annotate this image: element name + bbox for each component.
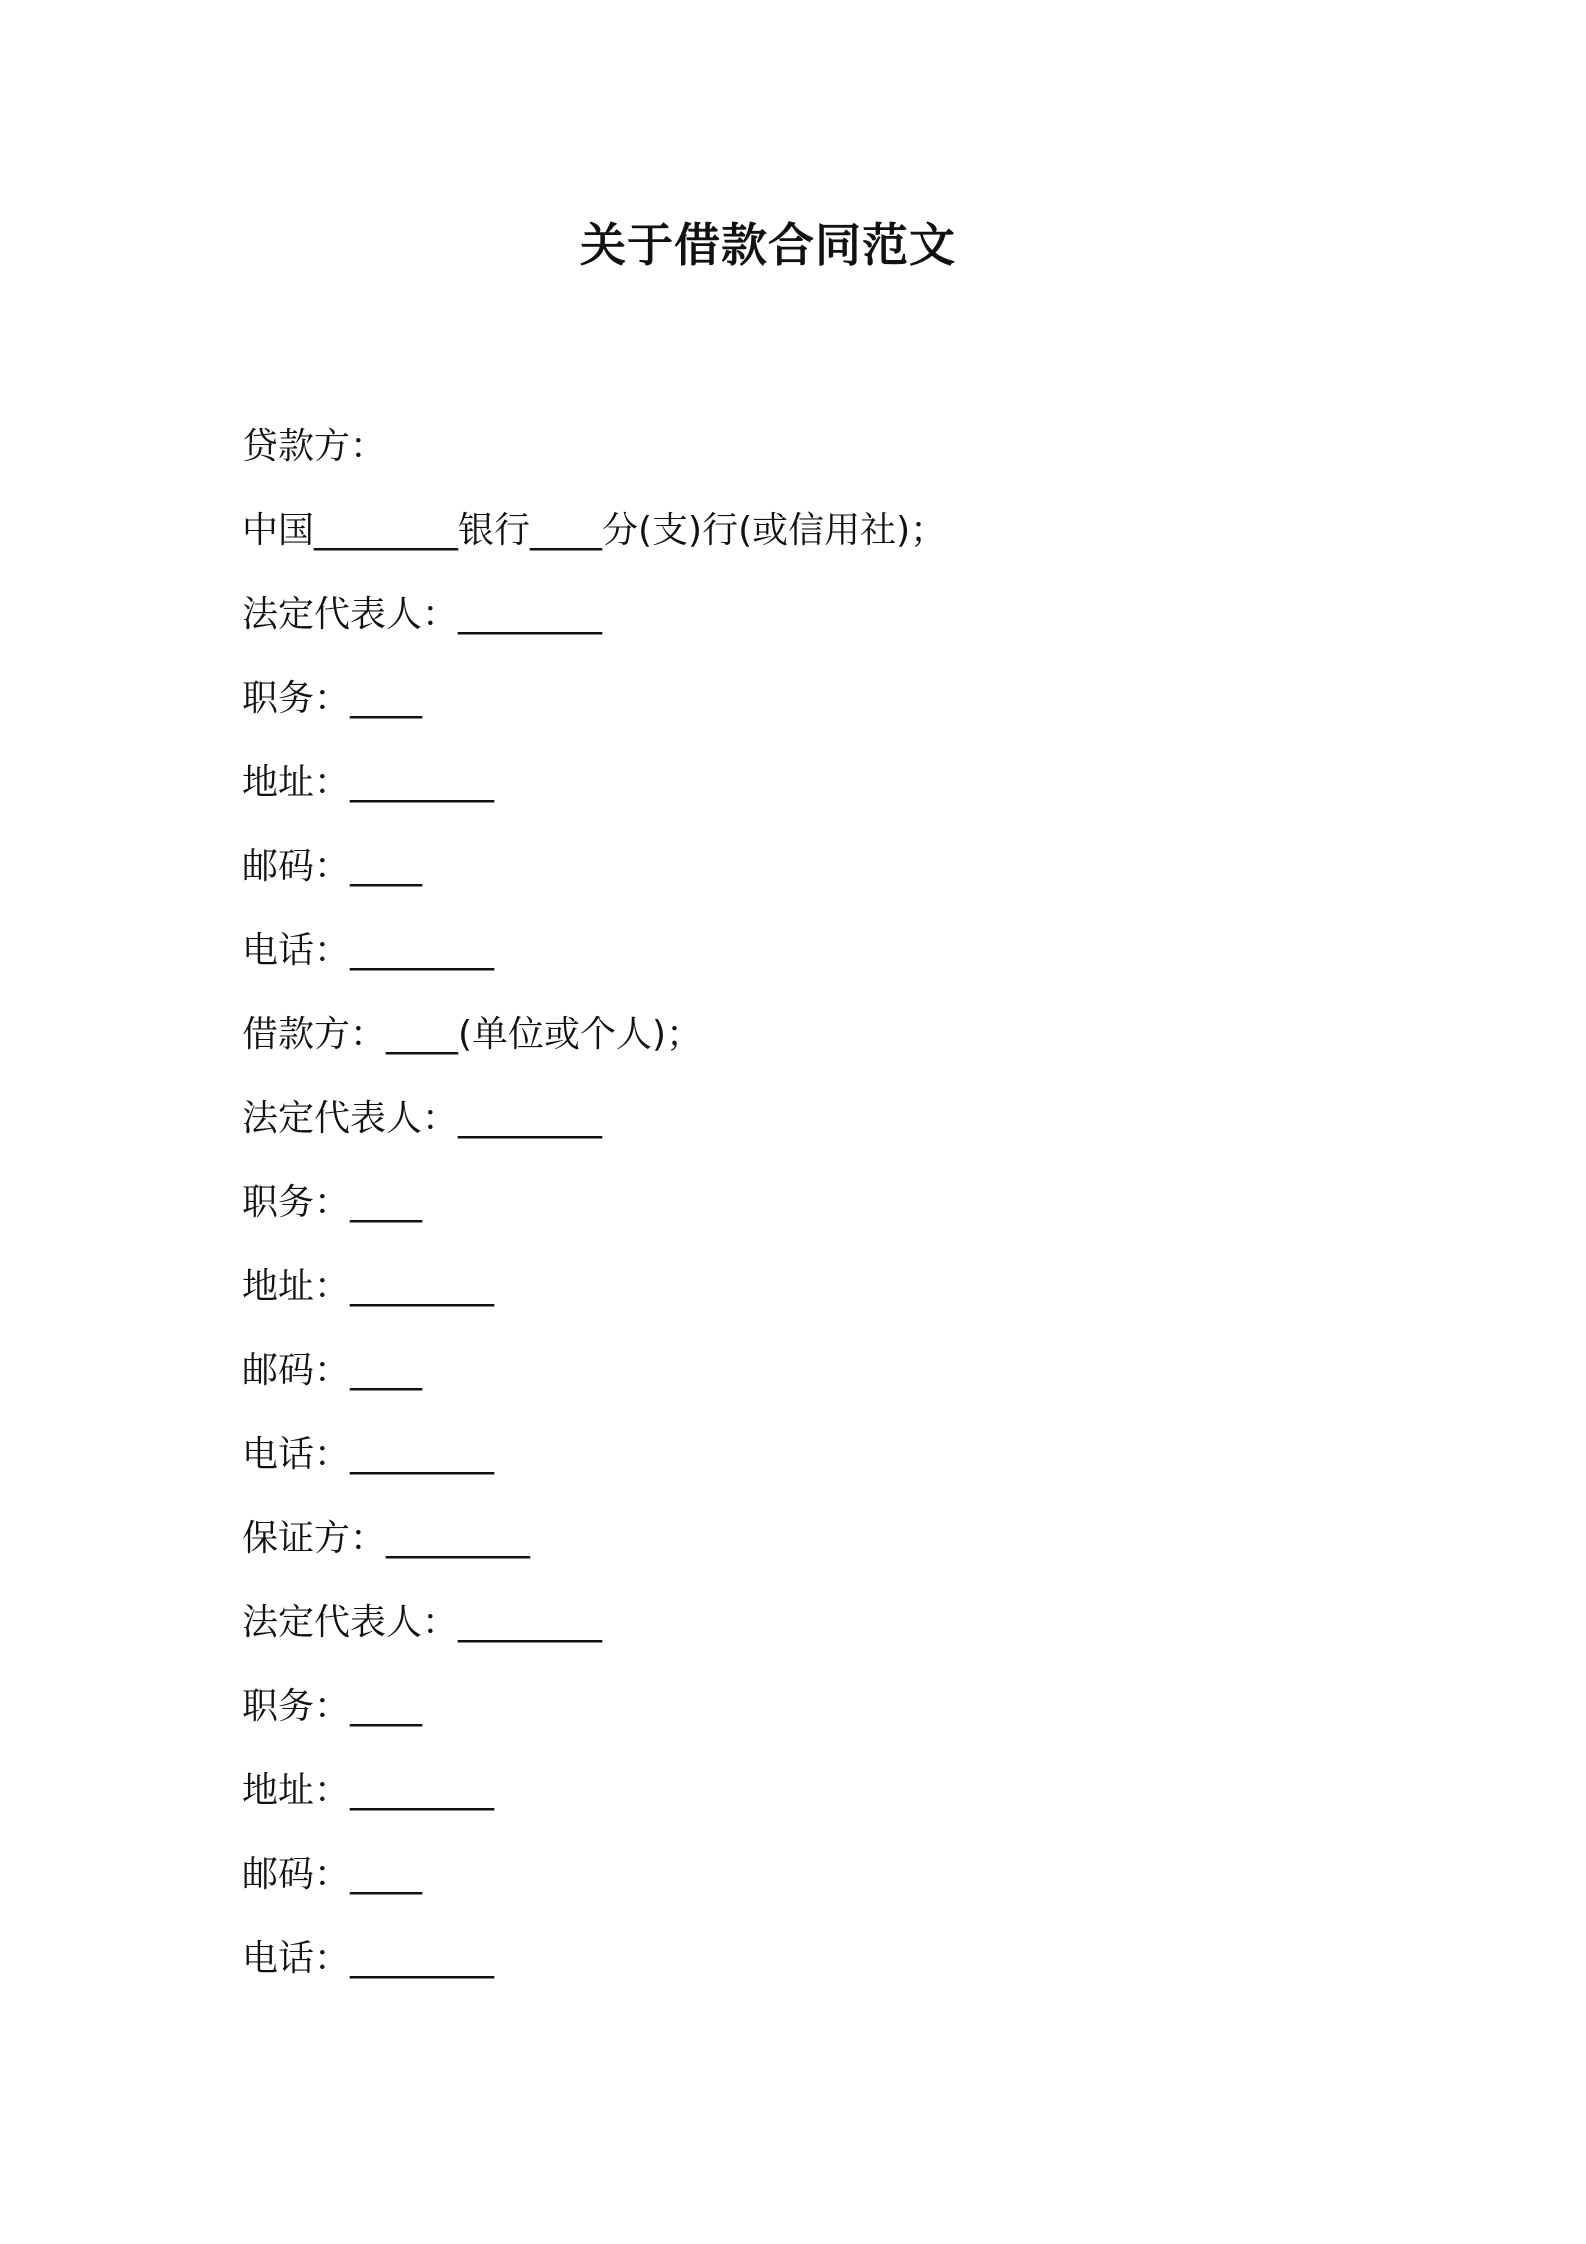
- lender-legal-representative: 法定代表人：________: [242, 594, 603, 635]
- borrower-postcode: 邮码：____: [242, 1350, 423, 1391]
- guarantor-position: 职务：____: [242, 1686, 423, 1727]
- guarantor-heading: 保证方：________: [242, 1518, 531, 1559]
- document-title: 关于借款合同范文: [580, 218, 956, 272]
- lender-bank-line: 中国________银行____分(支)行(或信用社)；: [242, 510, 947, 551]
- contract-party-lines: [242, 405, 1442, 2001]
- borrower-phone: 电话：________: [242, 1434, 495, 1475]
- lender-phone: 电话：________: [242, 930, 495, 971]
- guarantor-legal-representative: 法定代表人：________: [242, 1602, 603, 1643]
- borrower-legal-representative: 法定代表人：________: [242, 1098, 603, 1139]
- lender-heading: 贷款方：: [242, 426, 387, 467]
- borrower-position: 职务：____: [242, 1182, 423, 1223]
- guarantor-address: 地址：________: [242, 1770, 495, 1811]
- lender-postcode: 邮码：____: [242, 846, 423, 887]
- guarantor-phone: 电话：________: [242, 1938, 495, 1979]
- guarantor-postcode: 邮码：____: [242, 1854, 423, 1895]
- lender-address: 地址：________: [242, 762, 495, 803]
- lender-position: 职务：____: [242, 678, 423, 719]
- borrower-heading: 借款方：____(单位或个人)；: [242, 1014, 703, 1055]
- borrower-address: 地址：________: [242, 1266, 495, 1307]
